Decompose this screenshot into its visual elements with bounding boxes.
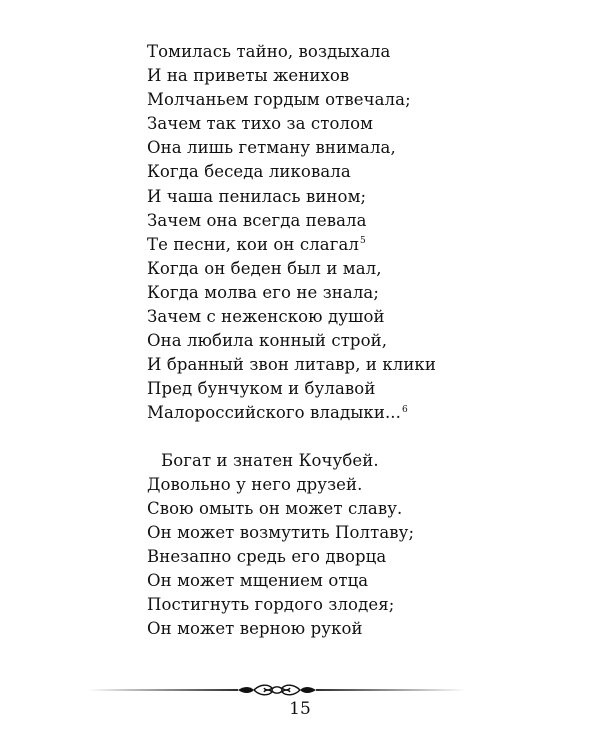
poem-text	[147, 40, 567, 641]
poem-line	[147, 377, 567, 401]
line-text: И бранный звон литавр, и клики	[147, 355, 436, 375]
poem-line	[147, 473, 567, 497]
line-text: Он может мщением отца	[147, 570, 369, 590]
ornamental-divider	[88, 680, 466, 700]
line-text: Свою омыть он может славу.	[147, 498, 403, 518]
line-text: Зачем с неженскою душой	[147, 307, 385, 327]
line-text: Он может возмутить Полтаву;	[147, 522, 415, 542]
poem-line	[147, 329, 567, 353]
page-number: 15	[289, 699, 311, 719]
line-text: Довольно у него друзей.	[147, 474, 363, 494]
poem-line	[147, 64, 567, 88]
poem-line	[147, 88, 567, 112]
footnote-marker[interactable]: 6	[401, 404, 408, 415]
line-text: Молчаньем гордым отвечала;	[147, 90, 411, 110]
line-text: Зачем так тихо за столом	[147, 114, 374, 134]
poem-line	[147, 185, 567, 209]
poem-line	[147, 521, 567, 545]
poem-line	[147, 497, 567, 521]
line-text: Томилась тайно, воздыхала	[147, 42, 391, 61]
line-text: Когда беседа ликовала	[147, 162, 351, 182]
poem-line	[147, 112, 567, 136]
line-text: Пред бунчуком и булавой	[147, 379, 376, 399]
line-text: Богат и знатен Кочубей.	[161, 450, 379, 470]
poem-line	[147, 209, 567, 233]
poem-line	[147, 136, 567, 160]
line-text: И на приветы женихов	[147, 66, 350, 86]
poem-line	[147, 449, 567, 473]
line-text: И чаша пенилась вином;	[147, 186, 367, 206]
poem-line	[147, 569, 567, 593]
line-text: Когда он беден был и мал,	[147, 258, 382, 278]
line-text: Внезапно средь его дворца	[147, 546, 387, 566]
line-text: Он может верною рукой	[147, 619, 363, 639]
poem-line	[147, 160, 567, 184]
line-text: Она лишь гетману внимала,	[147, 138, 396, 158]
poem-line	[147, 353, 567, 377]
stanza-1	[147, 40, 567, 426]
line-text: Малороссийского владыки...	[147, 403, 401, 423]
poem-line	[147, 40, 567, 64]
line-text: Она любила конный строй,	[147, 331, 388, 351]
poem-line	[147, 257, 567, 281]
poem-line	[147, 617, 567, 641]
poem-line	[147, 545, 567, 569]
poem-line	[147, 305, 567, 329]
footnote-marker[interactable]: 5	[360, 236, 366, 247]
poem-line	[147, 401, 567, 425]
stanza-2	[147, 449, 567, 642]
line-text: Зачем она всегда певала	[147, 210, 367, 230]
line-text: Постигнуть гордого злодея;	[147, 595, 395, 615]
line-text: Когда молва его не знала;	[147, 282, 380, 302]
poem-line	[147, 593, 567, 617]
poem-line	[147, 233, 567, 257]
poem-line	[147, 281, 567, 305]
line-text: Те песни, кои он слагал	[147, 234, 359, 254]
